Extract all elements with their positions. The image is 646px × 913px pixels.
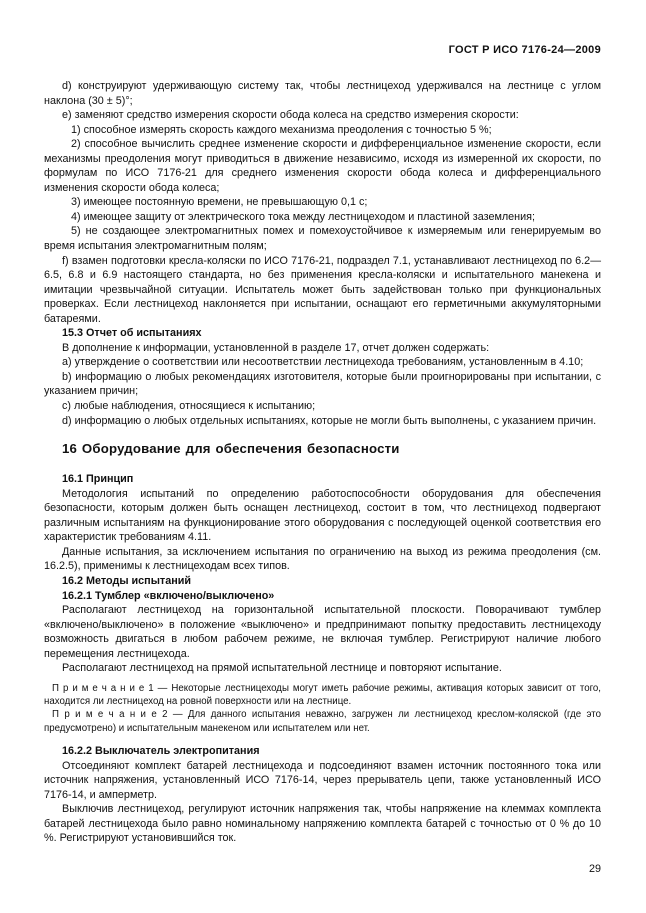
list-item: 2) способное вычислить среднее изменение скорости и дифференциальное изменение скорости, если механизмы преодоления могут приводиться в движение независимо, исходя из измеренной их скорости, по формулам по ИСО 7176-21 для среднего изменения скорости обода колеса и дифференциального изменения скорости обода колеса; xyxy=(44,138,601,194)
list-item: 3) имеющее постоянную времени, не превышающую 0,1 с; xyxy=(71,196,368,209)
list-item: 5) не создающее электромагнитных помех и помехоустойчивое к измеряемым или генерируемым во время испытания электромагнитным полям; xyxy=(44,225,601,253)
paragraph: Методология испытаний по определению работоспособности оборудования для обеспечения безопасности, которым должен быть оснащен лестницеход, состоит в том, что лестницеход подвергают различным испытаниям на функционирование этого оборудования с последующей оценкой соответствия его характеристик требованиям 4.11. xyxy=(44,487,601,544)
paragraph: Данные испытания, за исключением испытания по ограничению на выход из режима преодоления (см. 16.2.5), применимы к лестницеходам всех типов. xyxy=(44,545,601,573)
document-body xyxy=(44,79,601,846)
subsection-heading: 16.2.2 Выключатель электропитания xyxy=(62,744,260,757)
paragraph: c) любые наблюдения, относящиеся к испытанию; xyxy=(62,400,316,413)
note: П р и м е ч а н и е 1 — Некоторые лестницеходы могут иметь рабочие режимы, активация которых зависит от того, находится ли лестницеход на ровной поверхности или на лестнице. xyxy=(44,682,601,708)
paragraph: Отсоединяют комплект батарей лестницехода и подсоединяют взамен источник постоянного тока или источник напряжения, установленный ИСО 7176-14, через прерыватель цепи, также установленный ИСО 7176-14, и амперметр. xyxy=(44,759,601,801)
subsection-heading: 16.2 Методы испытаний xyxy=(62,574,192,587)
note: П р и м е ч а н и е 2 — Для данного испытания неважно, загружен ли лестницеход креслом-коляской (где это предусмотрено) и испытательным манекеном или испытателем или нет. xyxy=(44,709,601,734)
paragraph: е) заменяют средство измерения скорости обода колеса на средство измерения скорости: xyxy=(62,109,519,122)
paragraph: d) конструируют удерживающую систему так, чтобы лестницеход удерживался на лестнице с углом наклона (30 ± 5)°; xyxy=(44,80,601,107)
page-number: 29 xyxy=(588,862,601,875)
paragraph: Располагают лестницеход на прямой испытательной лестнице и повторяют испытание. xyxy=(62,662,502,675)
section-heading: 16 Оборудование для обеспечения безопасности xyxy=(62,441,400,457)
subsection-heading: 16.1 Принцип xyxy=(62,473,134,486)
running-header: ГОСТ Р ИСО 7176-24—2009 xyxy=(448,44,601,56)
subsection-heading: 16.2.1 Тумблер «включено/выключено» xyxy=(62,589,275,602)
paragraph: Располагают лестницеход на горизонтальной испытательной плоскости. Поворачивают тумблер «включено/выключено» в положение «выключено» и предпринимают попытку предоставить лестницеходу возможность двигаться в любом рабочем режиме, не включая тумблер. Регистрируют наличие любого перемещения лестницехода. xyxy=(44,604,601,660)
list-item: 4) имеющее защиту от электрического тока между лестницеходом и пластиной заземления; xyxy=(71,210,536,223)
paragraph: В дополнение к информации, установленной в разделе 17, отчет должен содержать: xyxy=(62,341,490,354)
subsection-heading: 15.3 Отчет об испытаниях xyxy=(62,327,202,340)
paragraph: f) взамен подготовки кресла-коляски по ИСО 7176-21, подраздел 7.1, устанавливают лестницеход по 6.2—6.5, 6.8 и 6.9 настоящего стандарта, но без применения кресла-коляски и испытательного манекена и имитации чрезвычайной ситуации. Испытатель может быть задействован только при функциональных проверках. Если лестницеход наклоняется при испытании, оснащают его герметичными аккумуляторными батареями. xyxy=(44,254,601,325)
paragraph: d) информацию о любых отдельных испытаниях, которые не могли быть выполнены, с указанием причин. xyxy=(62,414,597,427)
paragraph: a) утверждение о соответствии или несоответствии лестницехода требованиям, установленным в 4.10; xyxy=(62,356,584,369)
paragraph: Выключив лестницеход, регулируют источник напряжения так, чтобы напряжение на клеммах комплекта батарей лестницехода было равно номинальному напряжению комплекта батарей с точностью от 0 % до 10 %. Регистрируют установившийся ток. xyxy=(44,803,601,845)
paragraph: b) информацию о любых рекомендациях изготовителя, которые были проигнорированы при испытании, с указанием причин; xyxy=(44,370,601,398)
list-item: 1) способное измерять скорость каждого механизма преодоления с точностью 5 %; xyxy=(71,123,492,136)
